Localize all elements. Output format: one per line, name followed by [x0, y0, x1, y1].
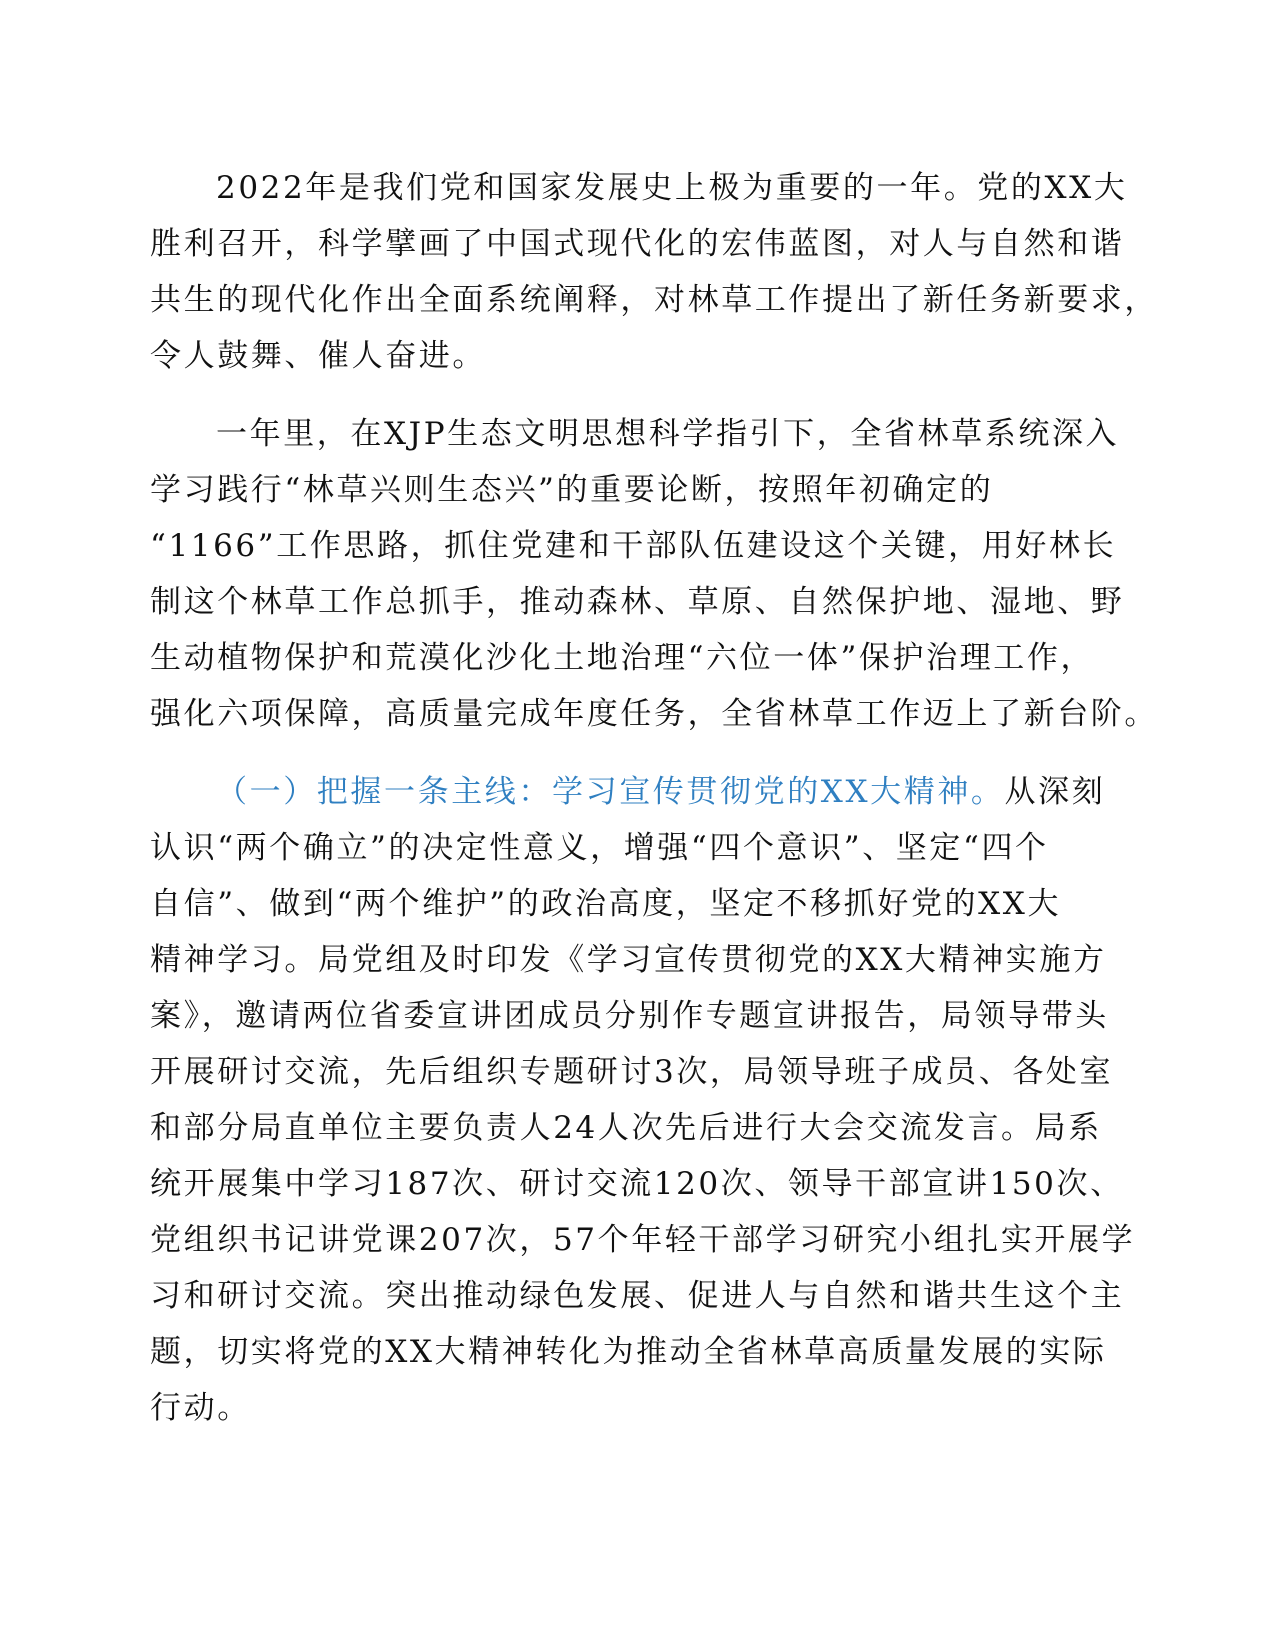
document-body — [150, 160, 1158, 1458]
paragraph-line: 行动。 — [150, 1390, 251, 1426]
paragraph-line: 精神学习。局党组及时印发《学习宣传贯彻党的XX大精神实施方 — [150, 942, 1107, 978]
paragraph-line: 认识“两个确立”的决定性意义，增强“四个意识”、坚定“四个 — [150, 830, 1049, 866]
paragraph-line: 制这个林草工作总抓手，推动森林、草原、自然保护地、湿地、野 — [150, 584, 1125, 620]
paragraph-year-summary — [150, 406, 1158, 742]
paragraph-line: 党组织书记讲党课207次，57个年轻干部学习研究小组扎实开展学 — [150, 1222, 1136, 1258]
paragraph-line: 习和研讨交流。突出推动绿色发展、促进人与自然和谐共生这个主 — [150, 1278, 1125, 1314]
paragraph-line: 生动植物保护和荒漠化沙化土地治理“六位一体”保护治理工作， — [150, 640, 1095, 676]
paragraph-line: 一年里，在XJP生态文明思想科学指引下，全省林草系统深入 — [216, 416, 1120, 452]
paragraph-line: 题，切实将党的XX大精神转化为推动全省林草高质量发展的实际 — [150, 1334, 1107, 1370]
paragraph-line: 2022年是我们党和国家发展史上极为重要的一年。党的XX大 — [216, 170, 1128, 206]
paragraph-line: 胜利召开，科学擘画了中国式现代化的宏伟蓝图，对人与自然和谐 — [150, 226, 1125, 262]
paragraph-line: 强化六项保障，高质量完成年度任务，全省林草工作迈上了新台阶。 — [150, 696, 1158, 732]
section-heading: （一）把握一条主线：学习宣传贯彻党的XX大精神。 — [216, 774, 1005, 810]
paragraph-line: 学习践行“林草兴则生态兴”的重要论断，按照年初确定的 — [150, 472, 994, 508]
paragraph-line: 案》，邀请两位省委宣讲团成员分别作专题宣讲报告，局领导带头 — [150, 998, 1109, 1034]
paragraph-line: 自信”、做到“两个维护”的政治高度，坚定不移抓好党的XX大 — [150, 886, 1062, 922]
paragraph-line: 开展研讨交流，先后组织专题研讨3次，局领导班子成员、各处室 — [150, 1054, 1114, 1090]
paragraph-main-line — [150, 764, 1135, 1436]
paragraph-line — [150, 764, 1135, 820]
paragraph-line: 共生的现代化作出全面系统阐释，对林草工作提出了新任务新要求， — [150, 282, 1158, 318]
paragraph-text: 从深刻 — [1004, 774, 1106, 810]
paragraph-intro — [150, 160, 1158, 384]
paragraph-line: “1166”工作思路，抓住党建和干部队伍建设这个关键，用好林长 — [150, 528, 1117, 564]
paragraph-line: 令人鼓舞、催人奋进。 — [150, 338, 486, 374]
paragraph-line: 统开展集中学习187次、研讨交流120次、领导干部宣讲150次、 — [150, 1166, 1124, 1202]
paragraph-line: 和部分局直单位主要负责人24人次先后进行大会交流发言。局系 — [150, 1110, 1102, 1146]
